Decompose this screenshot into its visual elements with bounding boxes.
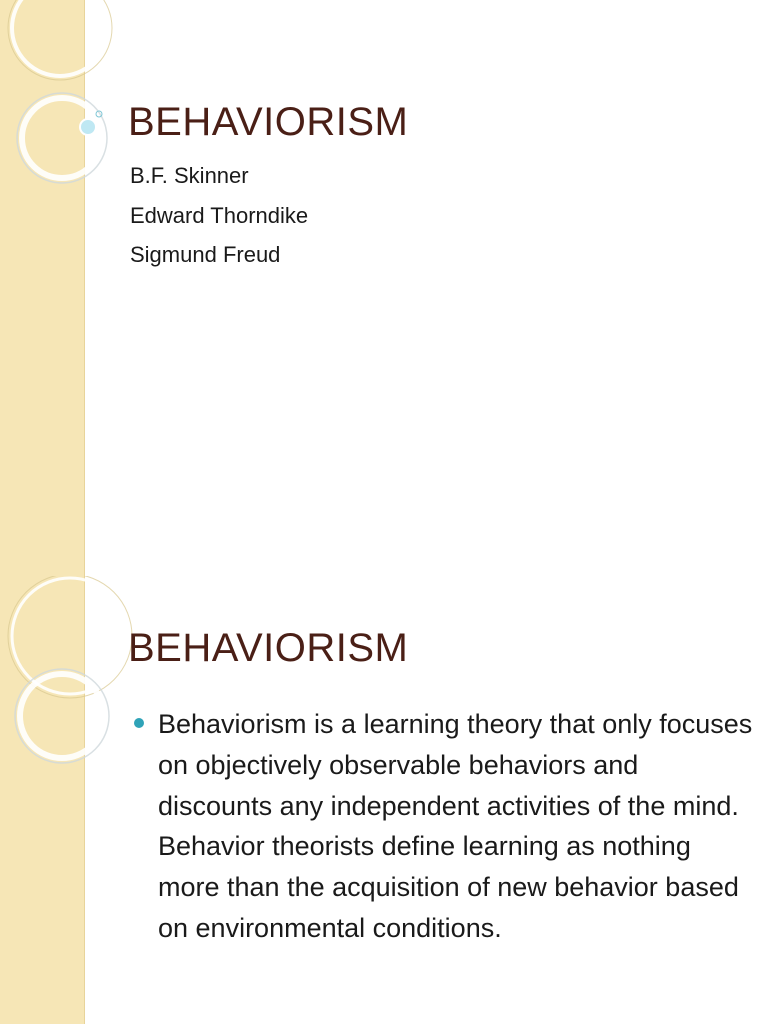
bullet-list — [134, 704, 754, 949]
bullet-text: Behaviorism is a learning theory that only focuses on objectively observable behaviors and discounts any independent activities of the mind. Behavior theorists define learning as nothing more than the acquisition of new behavior based on environmental conditions. — [158, 709, 753, 943]
slide-title: BEHAVIORISM — [128, 100, 409, 144]
bullet-item — [134, 704, 754, 949]
slide-2 — [0, 576, 768, 1024]
name-list — [130, 156, 308, 275]
decorative-rings — [0, 576, 140, 776]
slide-title: BEHAVIORISM — [128, 626, 409, 670]
list-item: Edward Thorndike — [130, 202, 309, 228]
decorative-rings — [0, 0, 140, 200]
list-item: B.F. Skinner — [130, 163, 249, 188]
bullet-icon — [134, 718, 144, 728]
list-item: Sigmund Freud — [130, 242, 281, 267]
